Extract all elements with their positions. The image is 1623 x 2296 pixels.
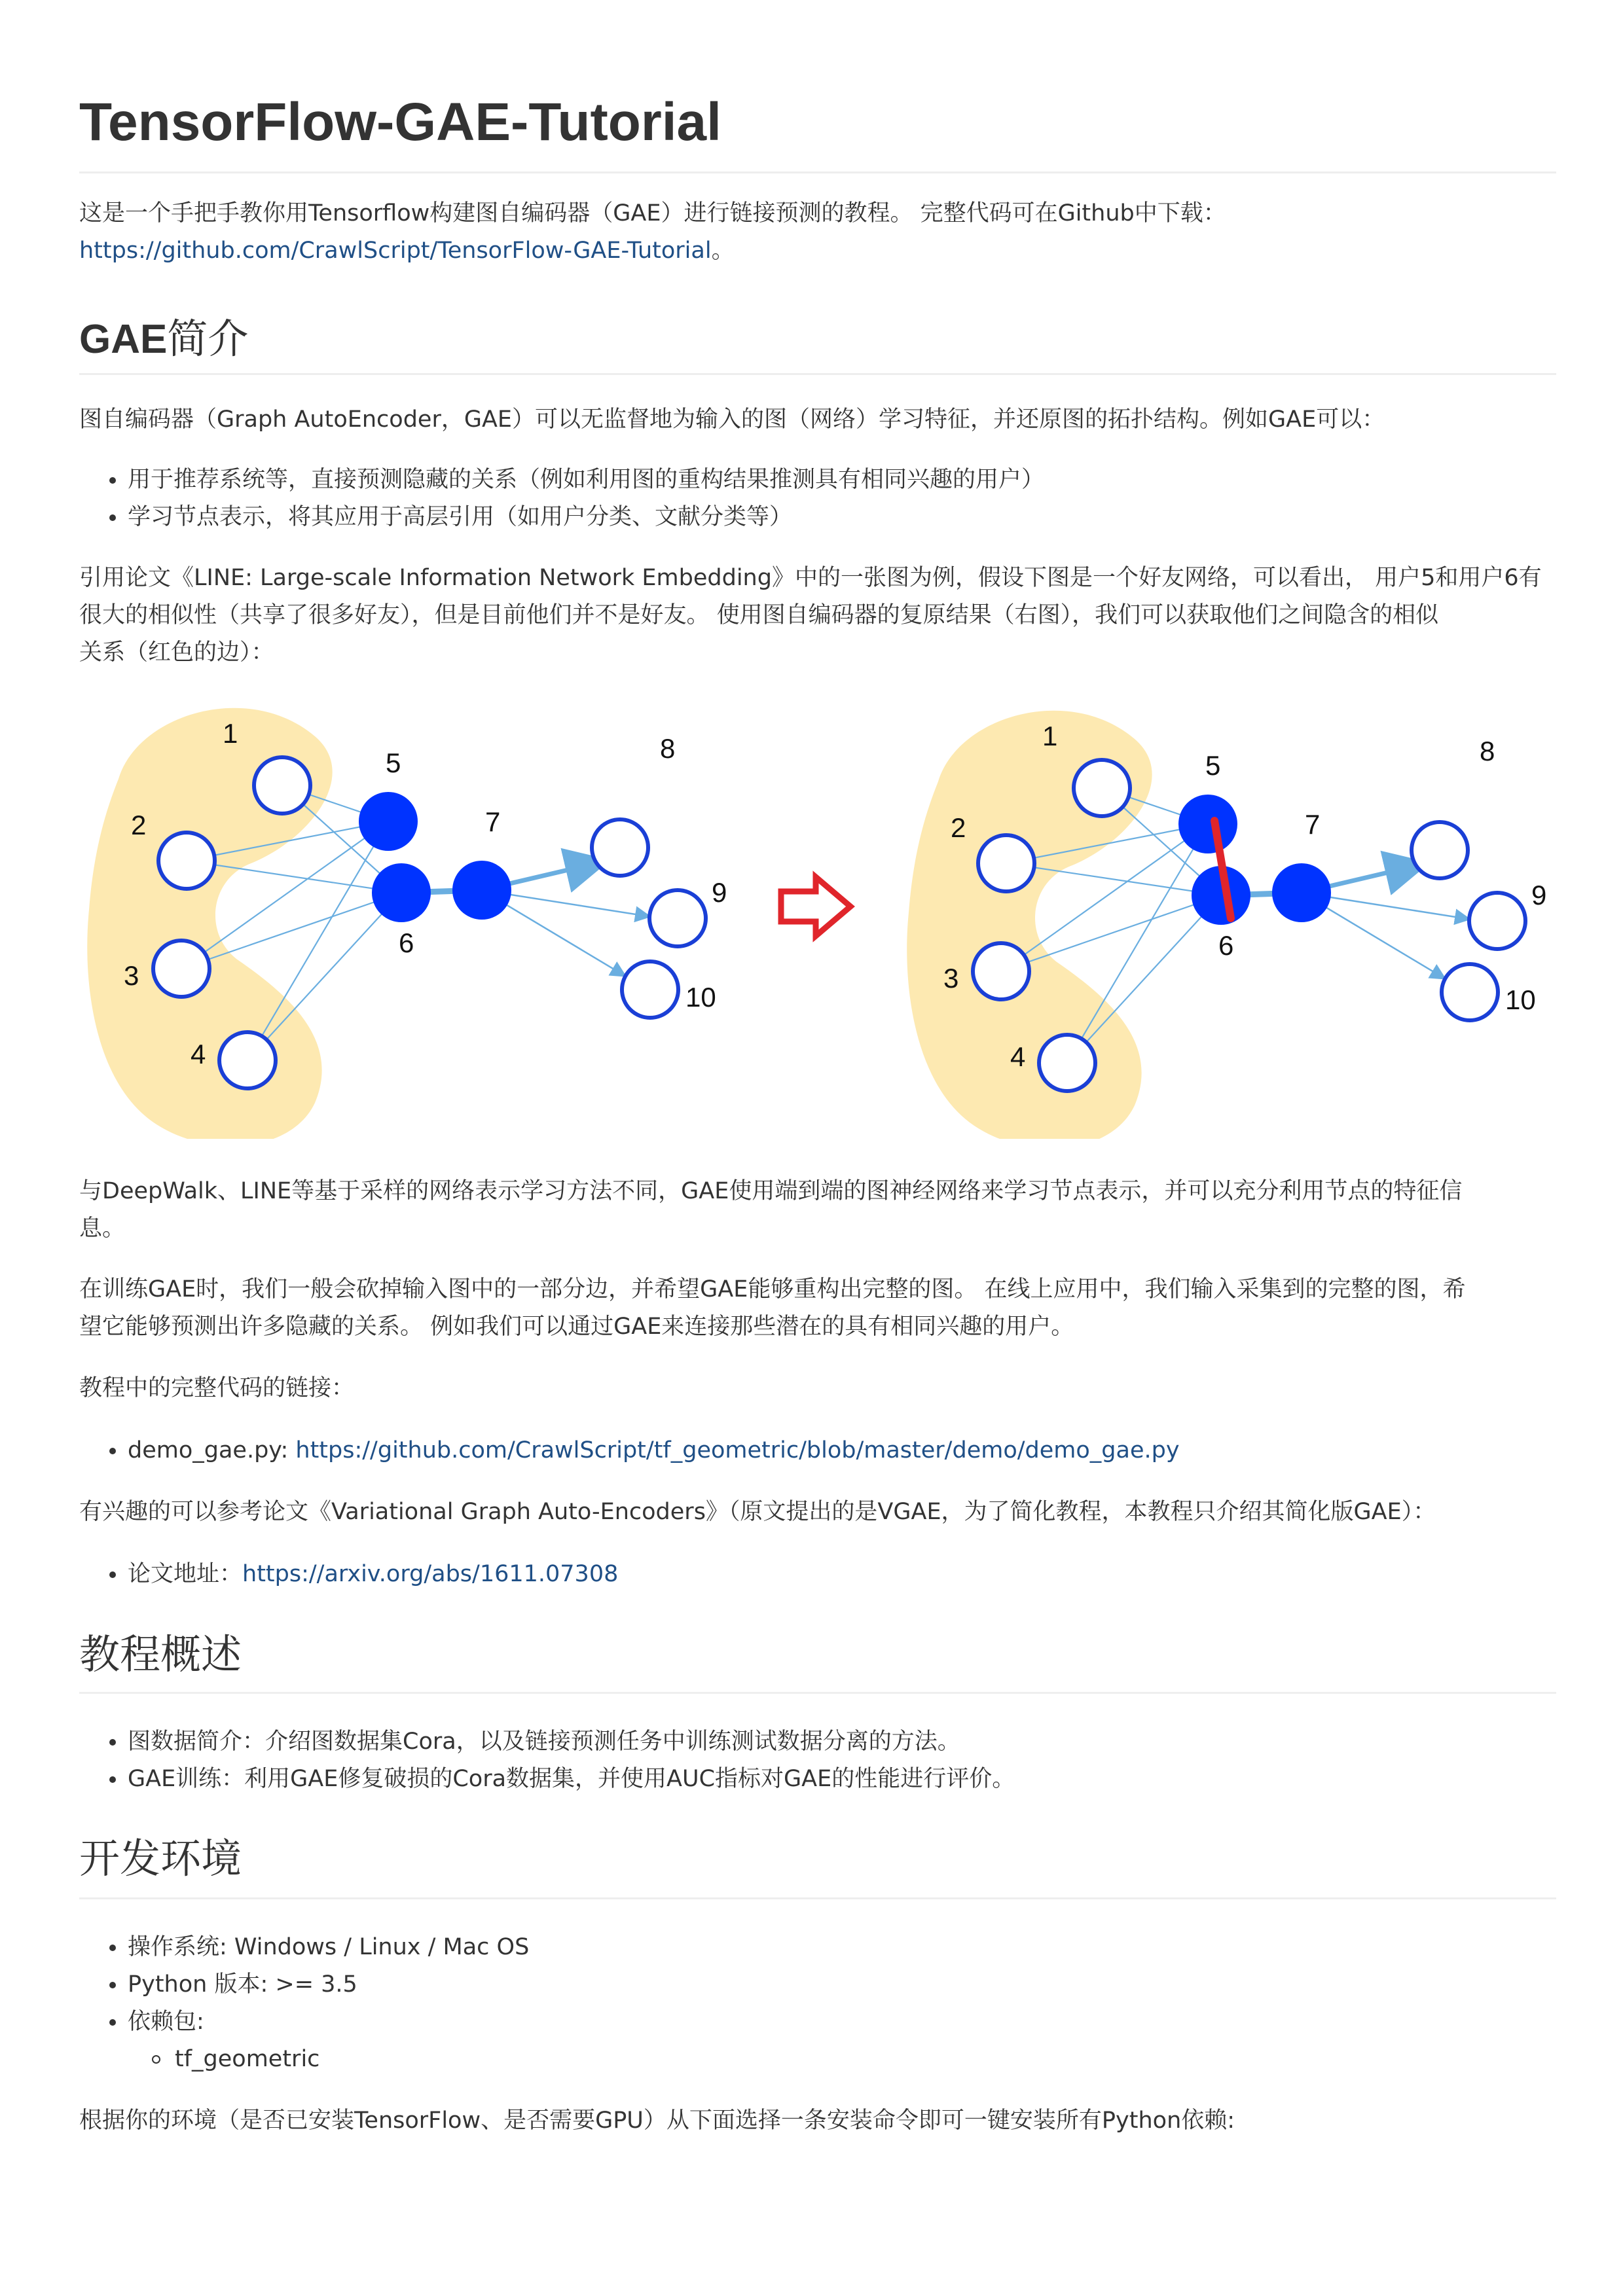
graph-node-10	[622, 961, 678, 1018]
node-label: 2	[951, 812, 966, 843]
list-item: Python 版本: >= 3.5	[79, 1966, 529, 2003]
section-divider	[79, 1897, 1556, 1899]
gae-paragraph-3	[79, 1173, 1556, 1247]
node-label: 4	[191, 1039, 206, 1069]
p2-line-3: 关系（红色的边）：	[79, 639, 274, 666]
graph-node-7	[1273, 864, 1330, 922]
p4-line-1: 在训练GAE时，我们一般会砍掉输入图中的一部分边，并希望GAE能够重构出完整的图。 在线上应用中，我们输入采集到的完整的图，希	[79, 1276, 1466, 1302]
code-link-label: demo_gae.py:	[128, 1437, 296, 1463]
list-item: 操作系统: Windows / Linux / Mac OS	[79, 1929, 529, 1966]
paper-link[interactable]: https://arxiv.org/abs/1611.07308	[242, 1561, 619, 1587]
dependency-sublist	[79, 2041, 319, 2078]
p4-line-2: 望它能够预测出许多隐藏的关系。 例如我们可以通过GAE来连接那些潜在的具有相同兴趣的用户。	[79, 1314, 1074, 1340]
graph-node-1	[254, 757, 310, 814]
title-divider	[79, 171, 1556, 173]
section-divider	[79, 1692, 1556, 1694]
node-label: 7	[485, 806, 501, 837]
node-label: 5	[386, 747, 401, 778]
node-label: 4	[1010, 1041, 1026, 1072]
node-label: 8	[1480, 736, 1495, 766]
demo-gae-link[interactable]: https://github.com/CrawlScript/tf_geometric/blob/master/demo/demo_gae.py	[295, 1437, 1180, 1463]
node-label: 10	[1505, 984, 1536, 1015]
graph-node-9	[649, 890, 706, 946]
graph-node-5	[1179, 795, 1237, 853]
node-label: 6	[1218, 930, 1234, 961]
graph-node-4	[1039, 1035, 1095, 1091]
node-label: 1	[223, 718, 238, 749]
graph-node-9	[1469, 893, 1525, 949]
p3-line-2: 息。	[79, 1215, 126, 1242]
graph-node-8	[1412, 822, 1468, 878]
heading-rest: 简介	[167, 315, 249, 363]
intro-link-suffix: 。	[711, 238, 735, 264]
repo-link[interactable]: https://github.com/CrawlScript/TensorFlow-GAE-Tutorial	[79, 238, 712, 264]
graph-node-8	[592, 819, 648, 876]
node-label: 5	[1205, 750, 1221, 781]
graph-original	[87, 708, 727, 1139]
code-link-list	[79, 1432, 1180, 1469]
p2-line-1: 引用论文《LINE: Large-scale Information Network Embedding》中的一张图为例，假设下图是一个好友网络，可以看出， 用户5和用户6有	[79, 565, 1542, 591]
list-item: 依赖包:	[79, 2003, 529, 2041]
gae-paragraph-1: 图自编码器（Graph AutoEncoder，GAE）可以无监督地为输入的图（网络）学习特征，并还原图的拓扑结构。例如GAE可以：	[79, 406, 1385, 433]
transform-arrow	[781, 877, 850, 936]
overview-list	[79, 1723, 1015, 1798]
list-item	[79, 1556, 618, 1593]
section-divider	[79, 373, 1556, 375]
list-item: 图数据简介：介绍图数据集Cora，以及链接预测任务中训练测试数据分离的方法。	[79, 1723, 1015, 1761]
graph-edge	[1067, 824, 1208, 1063]
node-label: 10	[685, 982, 716, 1013]
paper-link-label: 论文地址：	[128, 1561, 243, 1587]
paper-link-list	[79, 1556, 618, 1593]
section-heading-gae-intro	[79, 313, 248, 366]
list-item: 学习节点表示，将其应用于高层引用（如用户分类、文献分类等）	[79, 499, 1044, 536]
install-paragraph: 根据你的环境（是否已安装TensorFlow、是否需要GPU）从下面选择一条安装命令即可一键安装所有Python依赖:	[79, 2108, 1235, 2134]
node-label: 8	[660, 733, 676, 764]
node-label: 9	[1531, 880, 1547, 910]
section-heading-environment: 开发环境	[79, 1835, 242, 1882]
graph-node-3	[973, 943, 1029, 999]
section-heading-overview: 教程概述	[79, 1630, 242, 1678]
graph-node-7	[453, 861, 511, 919]
intro-sentence: 这是一个手把手教你用Tensorflow构建图自编码器（GAE）进行链接预测的教程。 完整代码可在Github中下载：	[79, 200, 1226, 226]
graph-node-10	[1442, 964, 1498, 1020]
graph-edge	[247, 821, 388, 1060]
graph-node-4	[219, 1032, 276, 1088]
gae-paragraph-6: 有兴趣的可以参考论文《Variational Graph Auto-Encoders》（原文提出的是VGAE，为了简化教程，本教程只介绍其简化版GAE）：	[79, 1499, 1436, 1525]
gae-use-list	[79, 461, 1044, 536]
node-label: 7	[1305, 809, 1321, 840]
node-label: 3	[124, 960, 139, 991]
graph-figure	[79, 681, 1556, 1139]
graph-node-2	[158, 833, 215, 889]
list-item: 用于推荐系统等，直接预测隐藏的关系（例如利用图的重构结果推测具有相同兴趣的用户）	[79, 461, 1044, 499]
graph-reconstructed	[907, 711, 1546, 1139]
graph-node-6	[373, 864, 430, 922]
graph-node-5	[359, 793, 417, 850]
node-label: 6	[399, 927, 414, 958]
graph-figure-svg	[79, 681, 1556, 1139]
environment-list	[79, 1929, 529, 2041]
graph-node-1	[1074, 760, 1130, 816]
list-item	[79, 1432, 1180, 1469]
graph-edge	[1067, 895, 1221, 1063]
graph-edge	[247, 893, 401, 1060]
arrow-icon	[781, 877, 850, 936]
node-label: 1	[1042, 721, 1058, 751]
intro-text	[79, 195, 1556, 270]
gae-paragraph-5: 教程中的完整代码的链接：	[79, 1375, 355, 1401]
list-item: tf_geometric	[79, 2041, 319, 2078]
gae-paragraph-4	[79, 1271, 1556, 1346]
p3-line-1: 与DeepWalk、LINE等基于采样的网络表示学习方法不同，GAE使用端到端的图神经网络来学习节点表示，并可以充分利用节点的特征信	[79, 1178, 1463, 1204]
node-label: 3	[943, 963, 959, 994]
graph-node-3	[153, 941, 210, 997]
graph-node-2	[978, 835, 1034, 891]
node-label: 9	[712, 877, 727, 908]
page-title: TensorFlow-GAE-Tutorial	[79, 92, 721, 152]
node-label: 2	[131, 810, 147, 840]
gae-paragraph-2	[79, 560, 1556, 672]
p2-line-2: 很大的相似性（共享了很多好友），但是目前他们并不是好友。 使用图自编码器的复原结果（右图），我们可以获取他们之间隐含的相似	[79, 602, 1439, 628]
list-item: GAE训练：利用GAE修复破损的Cora数据集，并使用AUC指标对GAE的性能进行评价。	[79, 1761, 1015, 1798]
heading-latin: GAE	[79, 317, 168, 362]
